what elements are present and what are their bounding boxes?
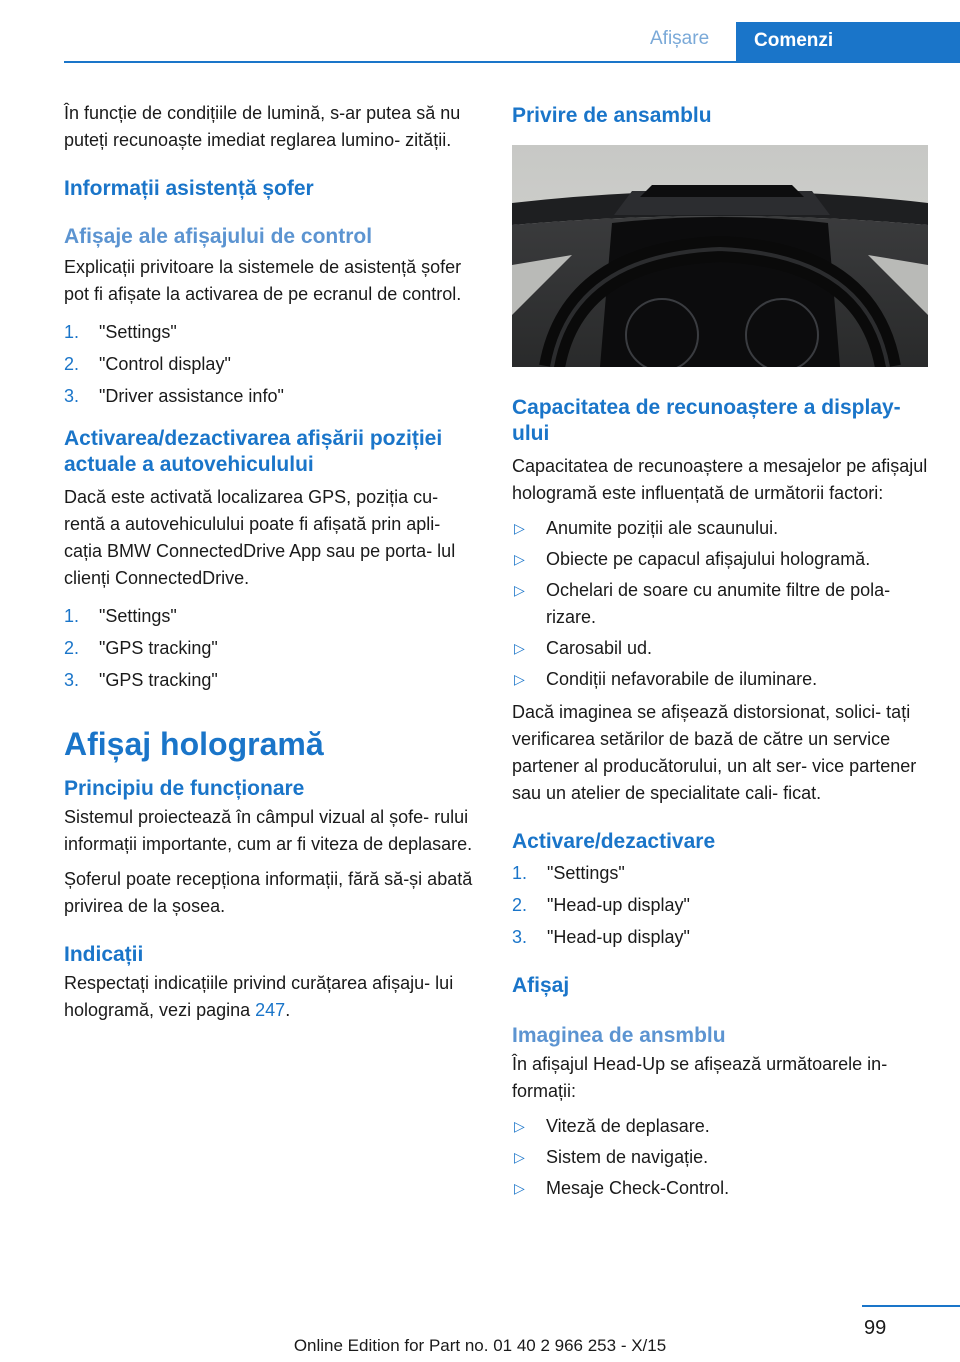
bullet-text: Condiții nefavorabile de iluminare. xyxy=(546,669,818,689)
step-text: "Settings" xyxy=(99,606,177,626)
triangle-bullet-icon: ▷ xyxy=(514,551,525,567)
step-text: "Settings" xyxy=(99,322,177,342)
step-number: 3. xyxy=(512,927,528,947)
bullet-text: Anumite poziții ale scaunului. xyxy=(546,518,779,538)
step-number: 1. xyxy=(64,606,80,626)
cockpit-illustration xyxy=(512,145,928,367)
shown-items-list xyxy=(512,1113,930,1202)
header-rule xyxy=(64,61,960,63)
triangle-bullet-icon: ▷ xyxy=(514,1149,525,1165)
left-column xyxy=(64,100,482,1032)
bullet-item xyxy=(512,1175,930,1202)
step-number: 2. xyxy=(64,638,80,658)
page-number: 99 xyxy=(864,1317,887,1339)
bullet-text: Carosabil ud. xyxy=(546,638,653,658)
step-item xyxy=(64,348,482,380)
bullet-text: Mesaje Check-Control. xyxy=(546,1178,730,1198)
header-section-tab: Afișare xyxy=(650,28,710,49)
bullet-item xyxy=(512,1113,930,1140)
overview-image-heading: Imaginea de ansmblu xyxy=(512,1024,726,1047)
notes-heading: Indicații xyxy=(64,943,144,966)
recognition-text: Capacitatea de recunoaștere a mesajelor pe afișajul hologramă este influențată de următorii factori: xyxy=(512,456,928,503)
bullet-item xyxy=(512,666,930,693)
page-link-247[interactable]: 247 xyxy=(255,1000,286,1020)
triangle-bullet-icon: ▷ xyxy=(514,671,525,687)
step-number: 3. xyxy=(64,670,80,690)
position-text: Dacă este activată localizarea GPS, poziția cu- rentă a autovehiculului poate fi afișată prin apli- cația BMW ConnectedDrive App sau pe porta- lul clienți ConnectedDrive. xyxy=(64,487,456,588)
steps-list-gps xyxy=(64,600,482,696)
bullet-item xyxy=(512,515,930,542)
bullet-item xyxy=(512,635,930,662)
control-display-text: Explicații privitoare la sistemele de asistență șofer pot fi afișate la activarea de pe ecranul de control. xyxy=(64,257,462,304)
step-item xyxy=(64,316,482,348)
step-item xyxy=(512,857,930,889)
step-text: "Head-up display" xyxy=(547,895,690,915)
triangle-bullet-icon: ▷ xyxy=(514,640,525,656)
step-item xyxy=(64,600,482,632)
bullet-text: Ochelari de soare cu anumite filtre de pola- rizare. xyxy=(546,580,891,627)
activation-heading: Activare/dezactivare xyxy=(512,830,716,853)
principle-text-2: Șoferul poate recepționa informații, fără să-și abată privirea de la șosea. xyxy=(64,869,473,916)
distortion-text: Dacă imaginea se afișează distorsionat, solici- tați verificarea setărilor de bază de către un service partener al producătorului, un alt ser- vice partener sau un atelier de specialitate cali- ficat. xyxy=(512,702,917,803)
right-column xyxy=(512,100,930,1208)
step-text: "Control display" xyxy=(99,354,231,374)
bullet-item xyxy=(512,577,930,631)
header-chapter-tab: Comenzi xyxy=(736,22,960,63)
principle-heading: Principiu de funcționare xyxy=(64,777,305,800)
bullet-text: Obiecte pe capacul afișajului hologramă. xyxy=(546,549,871,569)
triangle-bullet-icon: ▷ xyxy=(514,520,525,536)
step-text: "Head-up display" xyxy=(547,927,690,947)
step-number: 2. xyxy=(512,895,528,915)
triangle-bullet-icon: ▷ xyxy=(514,1180,525,1196)
bullet-item xyxy=(512,546,930,573)
step-item xyxy=(512,921,930,953)
step-number: 1. xyxy=(512,863,528,883)
hologram-title: Afișaj hologramă xyxy=(64,726,324,762)
step-number: 1. xyxy=(64,322,80,342)
step-item xyxy=(512,889,930,921)
step-number: 3. xyxy=(64,386,80,406)
triangle-bullet-icon: ▷ xyxy=(514,582,525,598)
steps-list-hud xyxy=(512,857,930,953)
step-item xyxy=(64,664,482,696)
position-heading: Activarea/dezactivarea afișării poziției actuale a autovehiculului xyxy=(64,427,443,476)
display-heading: Afișaj xyxy=(512,974,570,997)
steps-list-driver-info xyxy=(64,316,482,412)
principle-text-1: Sistemul proiectează în câmpul vizual al șofe- rului informații importante, cum ar fi viteza de deplasare. xyxy=(64,807,473,854)
triangle-bullet-icon: ▷ xyxy=(514,1118,525,1134)
recognition-heading: Capacitatea de recunoaștere a display-ului xyxy=(512,396,901,445)
bullet-text: Viteză de deplasare. xyxy=(546,1116,710,1136)
bullet-text: Sistem de navigație. xyxy=(546,1147,709,1167)
notes-end: . xyxy=(285,1000,291,1020)
overview-heading: Privire de ansamblu xyxy=(512,104,712,127)
footer-rule xyxy=(862,1305,960,1307)
notes-text: Respectați indicațiile privind curățarea afișaju- lui hologramă, vezi pagina xyxy=(64,973,454,1020)
step-number: 2. xyxy=(64,354,80,374)
edition-footer: Online Edition for Part no. 01 40 2 966 253 - X/15 xyxy=(293,1336,667,1355)
step-text: "GPS tracking" xyxy=(99,670,218,690)
overview-image-text: În afișajul Head-Up se afișează următoarele in- formații: xyxy=(512,1054,888,1101)
driver-info-heading: Informații asistență șofer xyxy=(64,177,314,200)
cockpit-hud-photo xyxy=(512,145,928,367)
factors-list xyxy=(512,515,930,693)
step-text: "Driver assistance info" xyxy=(99,386,284,406)
step-text: "Settings" xyxy=(547,863,625,883)
notes-paragraph xyxy=(64,970,482,1024)
bullet-item xyxy=(512,1144,930,1171)
control-display-heading: Afișaje ale afișajului de control xyxy=(64,225,373,248)
intro-paragraph: În funcție de condițiile de lumină, s-ar putea să nu puteți recunoaște imediat reglarea lumino- zității. xyxy=(64,103,461,150)
step-text: "GPS tracking" xyxy=(99,638,218,658)
step-item xyxy=(64,380,482,412)
step-item xyxy=(64,632,482,664)
